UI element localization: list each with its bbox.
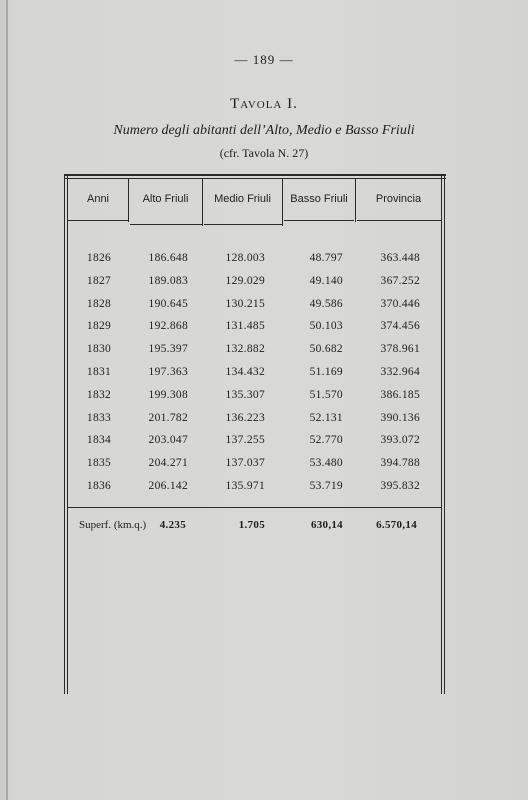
cell-basso: 53.480: [309, 457, 343, 470]
page-subtitle: (cfr. Tavola N. 27): [219, 146, 309, 160]
cell-provincia: 332.964: [380, 366, 420, 378]
cell-basso: 49.586: [309, 297, 343, 310]
cell-provincia: 374.456: [380, 320, 420, 333]
cell-medio: 135.307: [225, 388, 265, 401]
cell-basso: 50.103: [309, 320, 343, 333]
table-right-border: [441, 174, 442, 694]
header-bottom-rule: [357, 220, 441, 221]
cell-medio: 137.255: [225, 434, 265, 447]
cell-medio: 130.215: [225, 297, 265, 310]
cell-provincia: 378.961: [380, 343, 420, 356]
cell-provincia: 390.136: [380, 411, 420, 424]
row-year: 1836: [86, 480, 112, 492]
cell-medio: 135.971: [225, 480, 265, 492]
row-year: 1827: [86, 274, 112, 287]
cell-provincia: 393.072: [380, 434, 420, 447]
cell-alto: 189.083: [148, 274, 188, 287]
table-label: Tavola I.: [230, 96, 298, 112]
row-year: 1835: [86, 457, 112, 470]
table-top-rule: [64, 174, 446, 176]
row-year: 1830: [86, 343, 112, 356]
cell-medio: 137.037: [225, 457, 265, 470]
cell-basso: 50.682: [309, 343, 343, 356]
footer-alto: 4.235: [159, 519, 186, 531]
cell-medio: 132.882: [225, 343, 265, 356]
page-title: Numero degli abitanti dell’Alto, Medio e Basso Friuli: [113, 123, 415, 138]
page-number: — 189 —: [234, 52, 294, 67]
cell-provincia: 395.832: [380, 480, 420, 492]
footer-provincia: 6.570,14: [376, 519, 417, 531]
cell-alto: 192.868: [148, 320, 188, 333]
cell-medio: 129.029: [225, 274, 265, 287]
header-bottom-rule: [284, 220, 354, 221]
cell-alto: 206.142: [148, 480, 188, 492]
row-year: 1828: [86, 297, 112, 310]
cell-provincia: 367.252: [380, 274, 420, 287]
header-bottom-rule: [68, 220, 128, 221]
cell-alto: 199.308: [148, 388, 188, 401]
cell-provincia: 370.446: [380, 297, 420, 310]
cell-basso: 53.719: [309, 480, 343, 492]
cell-alto: 195.397: [148, 343, 188, 356]
cell-medio: 128.003: [225, 252, 265, 264]
footer-label: Superf. (km.q.): [79, 519, 147, 531]
header-bottom-rule: [130, 224, 202, 225]
row-year: 1833: [86, 411, 112, 424]
cell-basso: 51.570: [309, 388, 343, 401]
column-header-provincia: Provincia: [375, 193, 422, 205]
cell-medio: 136.223: [225, 411, 265, 424]
row-year: 1831: [86, 366, 112, 378]
cell-basso: 52.131: [309, 411, 343, 424]
table-top-rule-inner: [64, 178, 446, 179]
table-left-border-inner: [67, 174, 68, 694]
cell-alto: 190.645: [148, 297, 188, 310]
footer-medio: 1.705: [238, 519, 265, 531]
cell-provincia: 386.185: [380, 388, 420, 401]
cell-alto: 203.047: [148, 434, 188, 447]
cell-basso: 49.140: [309, 274, 343, 287]
column-header-alto: Alto Friuli: [142, 193, 189, 205]
cell-alto: 186.648: [148, 252, 188, 264]
row-year: 1826: [86, 252, 112, 264]
row-year: 1834: [86, 434, 112, 447]
cell-basso: 48.797: [309, 252, 343, 264]
footer-rule: [68, 507, 441, 508]
cell-basso: 52.770: [309, 434, 343, 447]
page-edge: [6, 0, 8, 800]
row-year: 1832: [86, 388, 112, 401]
row-year: 1829: [86, 320, 112, 333]
column-header-basso: Basso Friuli: [290, 193, 348, 205]
footer-basso: 630,14: [310, 519, 343, 531]
cell-basso: 51.169: [309, 366, 343, 378]
cell-alto: 197.363: [148, 366, 188, 378]
cell-medio: 131.485: [225, 320, 265, 333]
cell-provincia: 363.448: [380, 252, 420, 264]
cell-medio: 134.432: [225, 366, 265, 378]
column-header-medio: Medio Friuli: [214, 193, 271, 205]
table-right-border-inner: [444, 174, 445, 694]
cell-alto: 201.782: [148, 411, 188, 424]
cell-provincia: 394.788: [380, 457, 420, 470]
cell-alto: 204.271: [148, 457, 188, 470]
table-left-border: [64, 174, 65, 694]
column-header-anni: Anni: [86, 193, 110, 205]
header-bottom-rule: [204, 224, 282, 225]
